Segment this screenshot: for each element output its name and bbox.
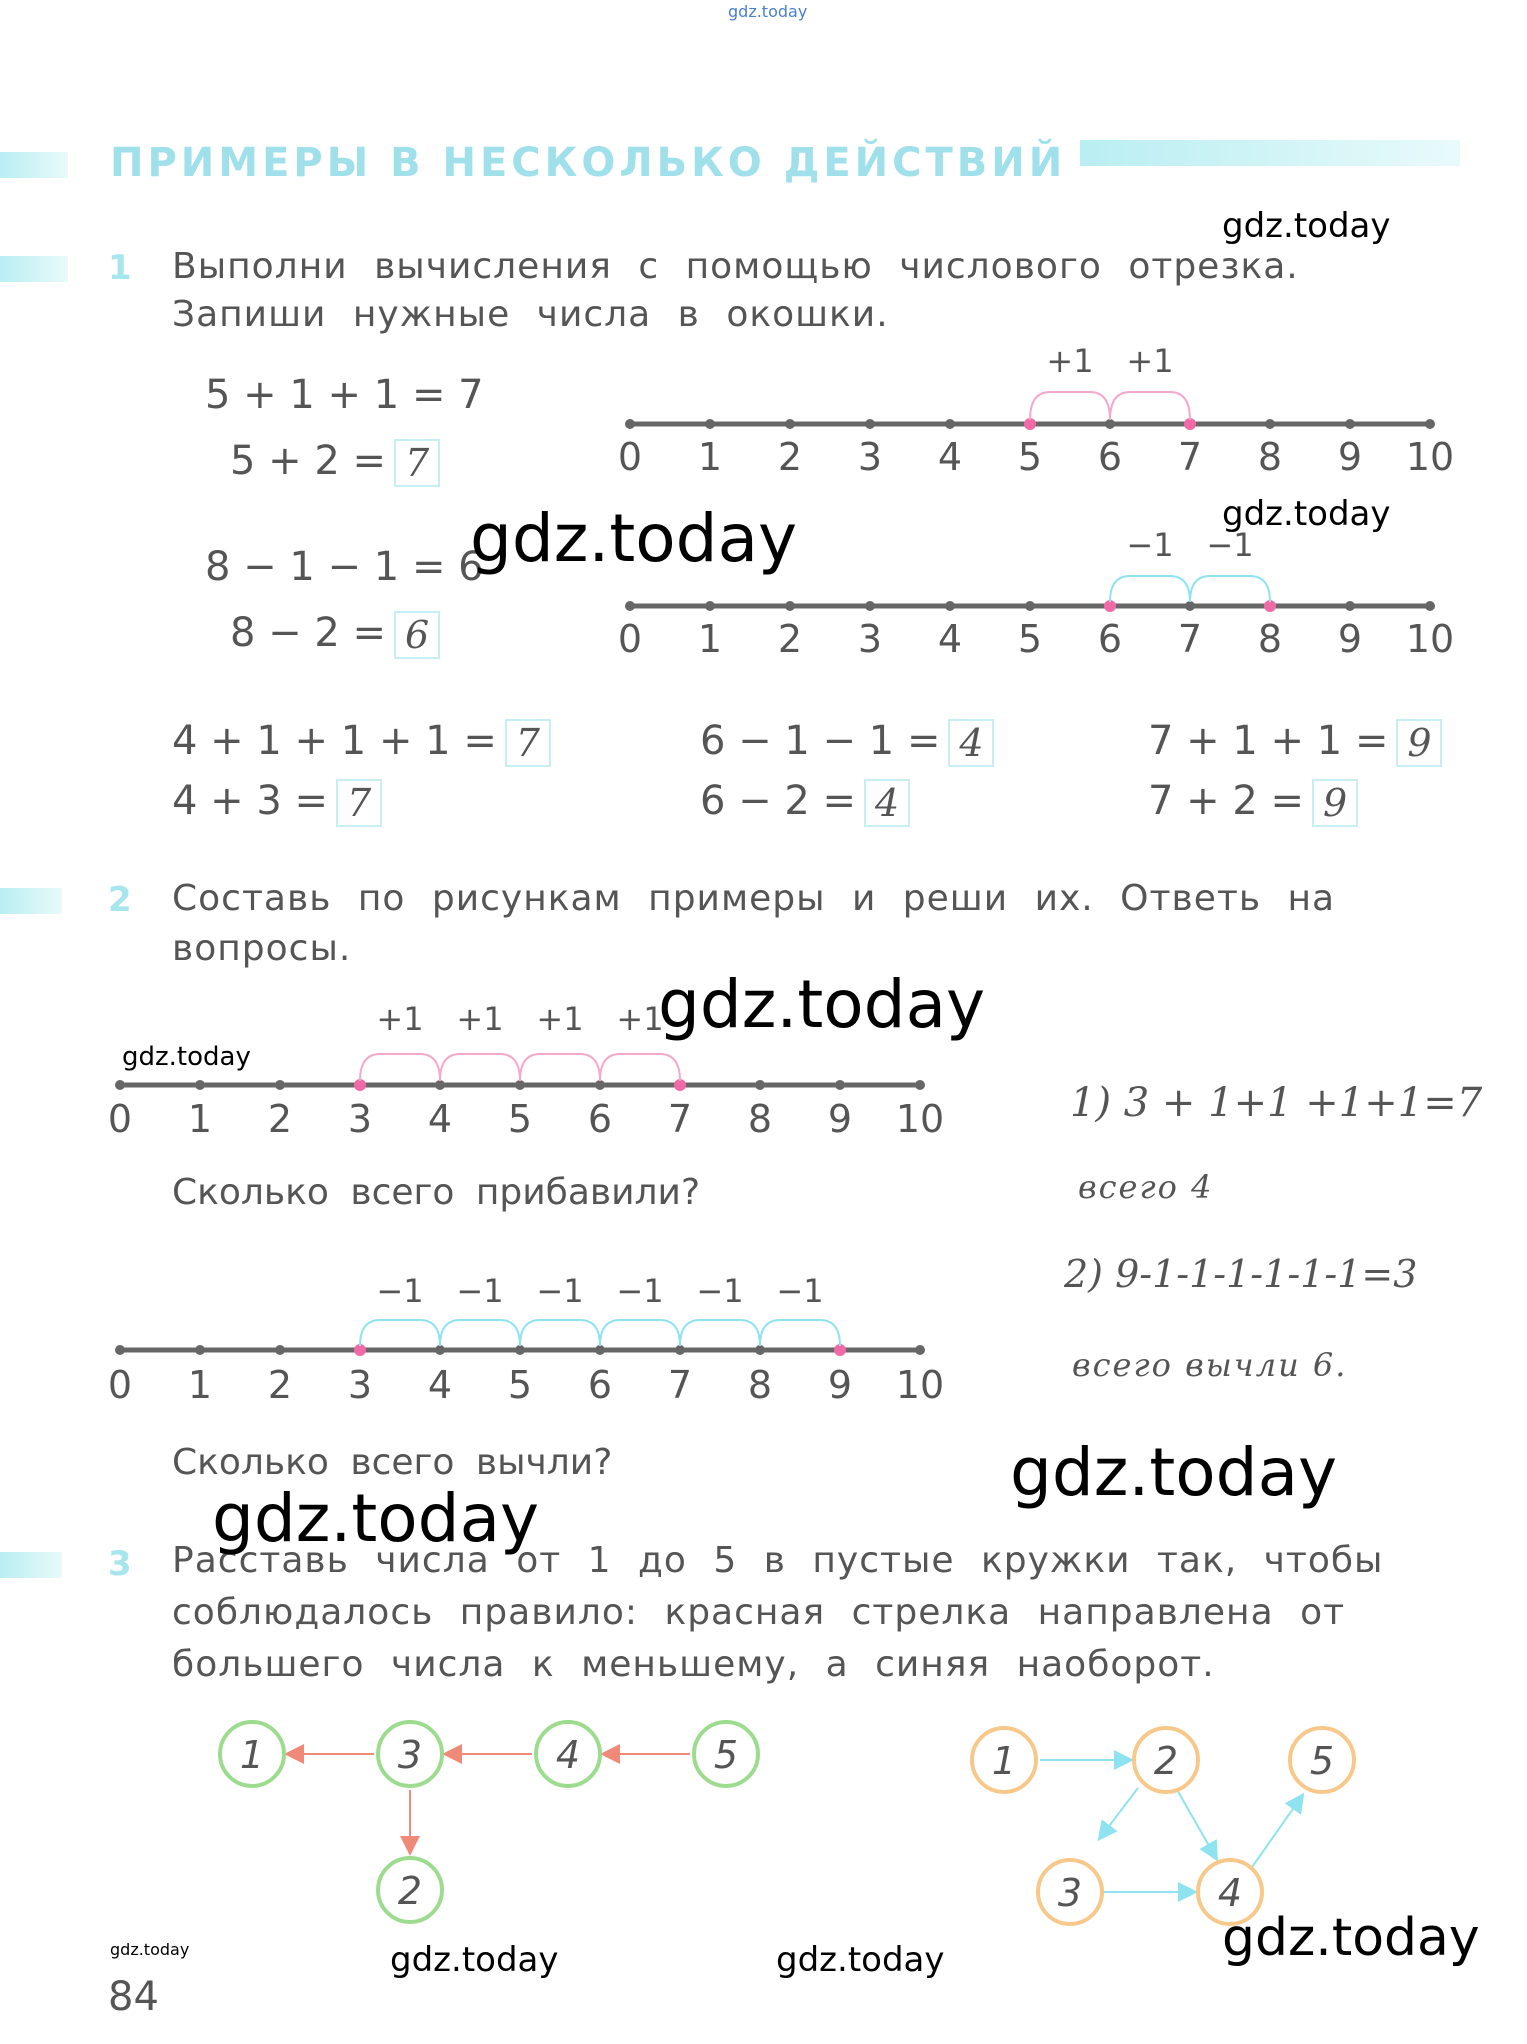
- task2-plus-label-2: +1: [456, 1000, 504, 1038]
- tick-6: [595, 1345, 605, 1355]
- watermark-top: gdz.today: [728, 2, 808, 21]
- label-4: 4: [937, 435, 963, 479]
- svg-text:5: 5: [713, 1733, 739, 1777]
- tick-5: [515, 1345, 525, 1355]
- task2-arc-minus-1: [760, 1320, 840, 1346]
- label-2: 2: [777, 617, 803, 661]
- task2-minus-label-2: −1: [456, 1272, 504, 1310]
- task2-arc-minus-6: [360, 1320, 440, 1346]
- task1-eq2b-text: 8 − 2 =: [230, 610, 387, 656]
- task1-eq1b-text: 5 + 2 =: [230, 438, 387, 484]
- task1-row2-a-text: 6 − 1 − 1 =: [700, 718, 941, 764]
- task1-row1-a: [172, 718, 551, 767]
- tick-4: [945, 601, 955, 611]
- label-1: 1: [187, 1097, 213, 1141]
- label-9: 9: [1337, 617, 1363, 661]
- tick-3: [865, 419, 875, 429]
- label-8: 8: [747, 1363, 773, 1407]
- task1-line1-labels: [618, 435, 1454, 479]
- label-8: 8: [1257, 435, 1283, 479]
- task2-plus-label-1: +1: [376, 1000, 424, 1038]
- task1-arc-minus-1: [1190, 576, 1270, 602]
- task1-row1-a-text: 4 + 1 + 1 + 1 =: [172, 718, 497, 764]
- label-6: 6: [587, 1363, 613, 1407]
- label-10: 10: [895, 1363, 945, 1407]
- orange-circle-3[interactable]: [1290, 1728, 1354, 1792]
- label-5: 5: [1017, 617, 1043, 661]
- task2-arc-plus-3: [520, 1054, 600, 1081]
- task1-eq2b: [230, 610, 440, 659]
- tick-1: [195, 1080, 205, 1090]
- green-circle-4[interactable]: [694, 1722, 758, 1786]
- task2-number: 2: [108, 880, 132, 920]
- label-5: 5: [507, 1363, 533, 1407]
- watermark-10: gdz.today: [776, 1940, 945, 1980]
- label-0: 0: [107, 1097, 133, 1141]
- label-0: 0: [107, 1363, 133, 1407]
- label-9: 9: [827, 1097, 853, 1141]
- label-6: 6: [587, 1097, 613, 1141]
- task1-eq1a: 5 + 1 + 1 = 7: [205, 372, 484, 418]
- task2-arc-plus-2: [440, 1054, 520, 1081]
- task1-row3-a-box[interactable]: 9: [1396, 719, 1442, 767]
- task1-row3-a-text: 7 + 1 + 1 =: [1148, 718, 1389, 764]
- task1-line2-labels: [618, 617, 1454, 661]
- label-4: 4: [427, 1363, 453, 1407]
- label-6: 6: [1097, 435, 1123, 479]
- tick-10: [915, 1345, 925, 1355]
- task2-text-line1: Составь по рисункам примеры и реши их. Ответь на: [172, 878, 1336, 919]
- tick-4: [435, 1345, 445, 1355]
- label-0: 0: [617, 617, 643, 661]
- tick-1: [705, 601, 715, 611]
- task2-arc-minus-4: [520, 1320, 600, 1346]
- task1-row2-a: [700, 718, 994, 767]
- label-5: 5: [507, 1097, 533, 1141]
- svg-text:4: 4: [1217, 1871, 1243, 1915]
- task1-ans1b-box[interactable]: 7: [394, 439, 440, 487]
- task1-plus-label-1: +1: [1046, 342, 1094, 380]
- watermark-5: gdz.today: [122, 1042, 251, 1072]
- label-1: 1: [697, 617, 723, 661]
- label-5: 5: [1017, 435, 1043, 479]
- label-3: 3: [347, 1363, 373, 1407]
- task1-row3-b-text: 7 + 2 =: [1148, 778, 1305, 824]
- watermark-7: gdz.today: [212, 1480, 540, 1557]
- label-6: 6: [1097, 617, 1123, 661]
- task2-arc-minus-5: [440, 1320, 520, 1346]
- label-7: 7: [667, 1097, 693, 1141]
- arrow-2-to-4: [1176, 1788, 1216, 1858]
- task2-plus-label-3: +1: [536, 1000, 584, 1038]
- task1-row3-b: [1148, 778, 1358, 827]
- task1-arc-minus-2: [1110, 576, 1190, 602]
- tick-8: [755, 1080, 765, 1090]
- svg-text:4: 4: [555, 1733, 581, 1777]
- tick-4: [435, 1080, 445, 1090]
- svg-text:2: 2: [397, 1869, 423, 1913]
- orange-circle-4[interactable]: [1038, 1860, 1102, 1924]
- label-8: 8: [747, 1097, 773, 1141]
- svg-text:5: 5: [1309, 1739, 1335, 1783]
- watermark-3: gdz.today: [1222, 494, 1391, 534]
- task1-bar: [0, 256, 68, 282]
- tick-10: [1425, 601, 1435, 611]
- tick-0: [115, 1080, 125, 1090]
- task1-arc-plus-1: [1030, 392, 1110, 420]
- task1-row1-b-box[interactable]: 7: [336, 779, 382, 827]
- tick-3: [865, 601, 875, 611]
- task2-answer1-total: всего 4: [1078, 1168, 1214, 1206]
- svg-text:1: 1: [991, 1739, 1017, 1783]
- title-bar-left: [0, 152, 68, 178]
- task1-row2-b-box[interactable]: 4: [864, 779, 910, 827]
- tick-7: [1185, 601, 1195, 611]
- task1-row2-b: [700, 778, 910, 827]
- tick-9: [1345, 601, 1355, 611]
- task1-eq2a: 8 − 1 − 1 = 6: [205, 544, 484, 590]
- tick-2: [275, 1345, 285, 1355]
- tick-2: [785, 601, 795, 611]
- watermark-8: gdz.today: [110, 1940, 190, 1959]
- watermark-1: gdz.today: [1222, 206, 1391, 246]
- task2-text-line2: вопросы.: [172, 928, 352, 969]
- label-1: 1: [187, 1363, 213, 1407]
- watermark-6: gdz.today: [1010, 1434, 1338, 1511]
- task2-line2-labels: [108, 1363, 944, 1407]
- task1-row2-b-text: 6 − 2 =: [700, 778, 857, 824]
- orange-circle-1[interactable]: [972, 1728, 1036, 1792]
- tick-0: [625, 601, 635, 611]
- task1-row1-b-text: 4 + 3 =: [172, 778, 329, 824]
- svg-text:3: 3: [1057, 1871, 1083, 1915]
- tick-6: [1105, 419, 1115, 429]
- task3-text-line1: Расставь числа от 1 до 5 в пустые кружки так, чтобы: [172, 1540, 1384, 1581]
- label-8: 8: [1257, 617, 1283, 661]
- svg-text:1: 1: [239, 1733, 265, 1777]
- label-0: 0: [617, 435, 643, 479]
- task2-minus-label-5: −1: [696, 1272, 744, 1310]
- task1-text-line1: Выполни вычисления с помощью числового отрезка.: [172, 246, 1299, 287]
- label-3: 3: [857, 617, 883, 661]
- label-4: 4: [937, 617, 963, 661]
- svg-text:3: 3: [397, 1733, 423, 1777]
- label-4: 4: [427, 1097, 453, 1141]
- label-10: 10: [895, 1097, 945, 1141]
- task2-question2: Сколько всего вычли?: [172, 1442, 613, 1483]
- task1-arc-plus-2: [1110, 392, 1190, 420]
- task2-answer1: 1) 3 + 1+1 +1+1=7: [1070, 1080, 1483, 1126]
- task1-row3-a: [1148, 718, 1442, 767]
- tick-10: [915, 1080, 925, 1090]
- arrow-4-to-5: [1250, 1796, 1302, 1870]
- label-10: 10: [1405, 617, 1455, 661]
- tick-6: [595, 1080, 605, 1090]
- tick-5: [515, 1080, 525, 1090]
- task1-eq1b: [230, 438, 440, 487]
- arrow-2-to-3: [1100, 1788, 1138, 1838]
- green-circle-2[interactable]: [378, 1722, 442, 1786]
- task2-bar: [0, 888, 62, 914]
- task1-minus-label-1: −1: [1126, 526, 1174, 564]
- label-9: 9: [1337, 435, 1363, 479]
- label-3: 3: [347, 1097, 373, 1141]
- label-2: 2: [267, 1097, 293, 1141]
- page-number: 84: [108, 1974, 159, 2020]
- tick-0: [115, 1345, 125, 1355]
- svg-text:2: 2: [1153, 1739, 1179, 1783]
- task1-minus-label-2: −1: [1206, 526, 1254, 564]
- watermark-11: gdz.today: [1222, 1908, 1480, 1968]
- task1-row2-a-box[interactable]: 4: [948, 719, 994, 767]
- label-2: 2: [267, 1363, 293, 1407]
- task3-green-graph: [200, 1710, 760, 1960]
- label-9: 9: [827, 1363, 853, 1407]
- section-title: ПРИМЕРЫ В НЕСКОЛЬКО ДЕЙСТВИЙ: [110, 140, 1067, 186]
- label-3: 3: [857, 435, 883, 479]
- label-2: 2: [777, 435, 803, 479]
- orange-circle-2[interactable]: [1134, 1728, 1198, 1792]
- tick-0: [625, 419, 635, 429]
- watermark-9: gdz.today: [390, 1940, 559, 1980]
- title-bar-right: [1080, 140, 1460, 166]
- task2-arc-minus-2: [680, 1320, 760, 1346]
- tick-7: [675, 1345, 685, 1355]
- task1-ans2b-box[interactable]: 6: [394, 611, 440, 659]
- task2-answer2: 2) 9-1-1-1-1-1-1=3: [1064, 1252, 1418, 1296]
- tick-8: [1265, 419, 1275, 429]
- watermark-4: gdz.today: [658, 966, 986, 1043]
- tick-10: [1425, 419, 1435, 429]
- task1-number: 1: [108, 248, 132, 288]
- tick-1: [705, 419, 715, 429]
- green-circle-3[interactable]: [536, 1722, 600, 1786]
- label-7: 7: [1177, 435, 1203, 479]
- label-7: 7: [667, 1363, 693, 1407]
- tick-9: [835, 1080, 845, 1090]
- task2-arc-minus-3: [600, 1320, 680, 1346]
- task2-minus-label-3: −1: [536, 1272, 584, 1310]
- green-circle-5[interactable]: [378, 1858, 442, 1922]
- task1-row1-a-box[interactable]: 7: [505, 719, 551, 767]
- task2-minus-label-1: −1: [376, 1272, 424, 1310]
- task2-question1: Сколько всего прибавили?: [172, 1172, 701, 1213]
- tick-4: [945, 419, 955, 429]
- tick-8: [755, 1345, 765, 1355]
- label-10: 10: [1405, 435, 1455, 479]
- task3-text-line2: соблюдалось правило: красная стрелка направлена от: [172, 1592, 1346, 1633]
- tick-2: [785, 419, 795, 429]
- task1-row1-b: [172, 778, 382, 827]
- tick-9: [1345, 419, 1355, 429]
- green-circle-1[interactable]: [220, 1722, 284, 1786]
- task2-minus-label-4: −1: [616, 1272, 664, 1310]
- task2-line1-labels: [108, 1097, 944, 1141]
- task3-bar: [0, 1552, 62, 1578]
- watermark-2: gdz.today: [470, 500, 798, 577]
- task1-row3-b-box[interactable]: 9: [1312, 779, 1358, 827]
- task3-number: 3: [108, 1544, 132, 1584]
- task1-text-line2: Запиши нужные числа в окошки.: [172, 294, 889, 335]
- tick-1: [195, 1345, 205, 1355]
- task2-answer2-total: всего вычли 6.: [1072, 1346, 1348, 1384]
- label-1: 1: [697, 435, 723, 479]
- task2-arc-plus-4: [600, 1054, 680, 1081]
- label-7: 7: [1177, 617, 1203, 661]
- task2-plus-label-4: +1: [616, 1000, 664, 1038]
- tick-2: [275, 1080, 285, 1090]
- task2-arc-plus-1: [360, 1054, 440, 1081]
- task1-plus-label-2: +1: [1126, 342, 1174, 380]
- task2-minus-label-6: −1: [776, 1272, 824, 1310]
- task3-text-line3: большего числа к меньшему, а синяя наоборот.: [172, 1644, 1215, 1685]
- tick-5: [1025, 601, 1035, 611]
